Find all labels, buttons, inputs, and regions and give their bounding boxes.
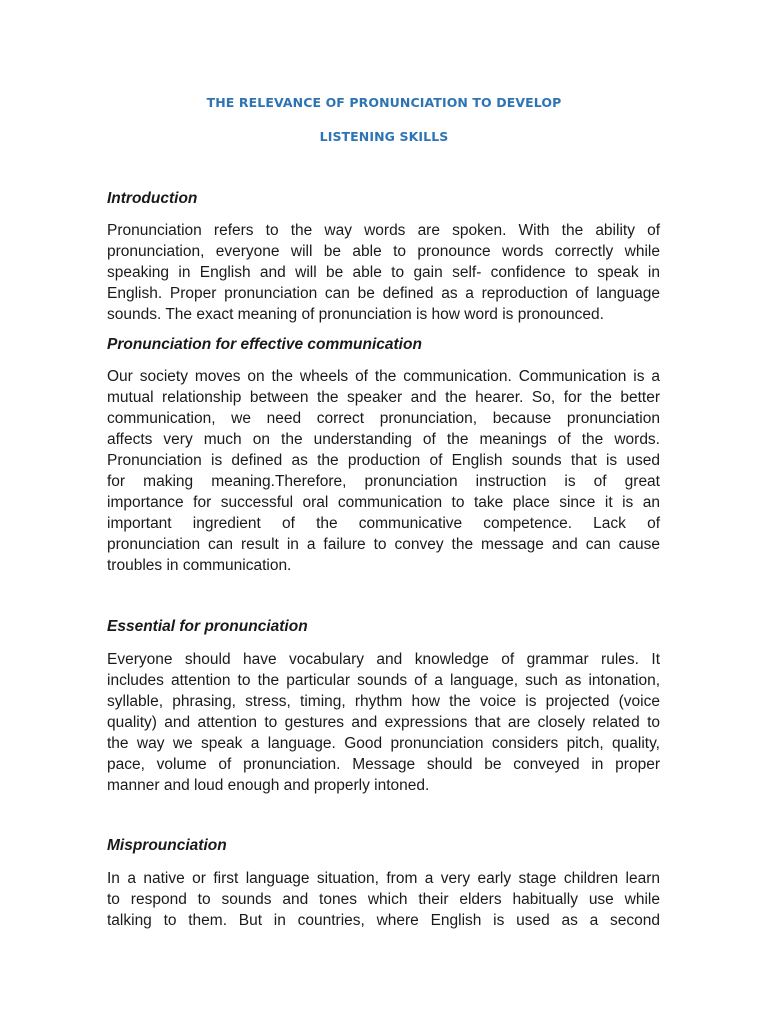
paragraph-line: Pronunciation refers to the way words are spoken. With the ability of bbox=[107, 222, 660, 239]
paragraph-line: manner and loud enough and properly intoned. bbox=[107, 777, 430, 794]
section-paragraph-effective-communication bbox=[107, 366, 660, 576]
paragraph-line: speaking in English and will be able to gain self- confidence to speak in bbox=[107, 264, 660, 281]
section-heading-mispronunciation: Misprounciation bbox=[107, 837, 227, 854]
paragraph-line: quality) and attention to gestures and expressions that are closely related to bbox=[107, 714, 660, 731]
paragraph-line: for making meaning.Therefore, pronunciation instruction is of great bbox=[107, 473, 660, 490]
document-title-line-1: THE RELEVANCE OF PRONUNCIATION TO DEVELOP bbox=[206, 95, 562, 110]
section-heading-effective-communication: Pronunciation for effective communication bbox=[107, 336, 422, 353]
paragraph-line: troubles in communication. bbox=[107, 557, 292, 574]
paragraph-line: talking to them. But in countries, where English is used as a second bbox=[107, 912, 660, 929]
paragraph-line: mutual relationship between the speaker and the hearer. So, for the better bbox=[107, 389, 660, 406]
paragraph-line: pronunciation can result in a failure to convey the message and can cause bbox=[107, 536, 660, 553]
paragraph-line: important ingredient of the communicative competence. Lack of bbox=[107, 515, 660, 532]
section-heading-essential: Essential for pronunciation bbox=[107, 618, 308, 635]
paragraph-line: sounds. The exact meaning of pronunciation is how word is pronounced. bbox=[107, 306, 604, 323]
section-paragraph-essential bbox=[107, 649, 660, 796]
section-paragraph-introduction bbox=[107, 220, 660, 325]
paragraph-line: communication, we need correct pronunciation, because pronunciation bbox=[107, 410, 660, 427]
document-title-line-2: LISTENING SKILLS bbox=[319, 129, 449, 144]
paragraph-line: pace, volume of pronunciation. Message should be conveyed in proper bbox=[107, 756, 660, 773]
paragraph-line: includes attention to the particular sounds of a language, such as intonation, bbox=[107, 672, 660, 689]
section-heading-introduction: Introduction bbox=[107, 190, 198, 207]
paragraph-line: affects very much on the understanding of the meanings of the words. bbox=[107, 431, 660, 448]
paragraph-line: pronunciation, everyone will be able to pronounce words correctly while bbox=[107, 243, 660, 260]
paragraph-line: syllable, phrasing, stress, timing, rhythm how the voice is projected (voice bbox=[107, 693, 660, 710]
paragraph-line: Our society moves on the wheels of the communication. Communication is a bbox=[107, 368, 660, 385]
paragraph-line: to respond to sounds and tones which their elders habitually use while bbox=[107, 891, 660, 908]
paragraph-line: the way we speak a language. Good pronunciation considers pitch, quality, bbox=[107, 735, 660, 752]
paragraph-line: Everyone should have vocabulary and knowledge of grammar rules. It bbox=[107, 651, 660, 668]
paragraph-line: importance for successful oral communication to take place since it is an bbox=[107, 494, 660, 511]
paragraph-line: In a native or first language situation, from a very early stage children learn bbox=[107, 870, 660, 887]
paragraph-line: Pronunciation is defined as the production of English sounds that is used bbox=[107, 452, 660, 469]
section-paragraph-mispronunciation bbox=[107, 868, 660, 931]
paragraph-line: English. Proper pronunciation can be defined as a reproduction of language bbox=[107, 285, 660, 302]
